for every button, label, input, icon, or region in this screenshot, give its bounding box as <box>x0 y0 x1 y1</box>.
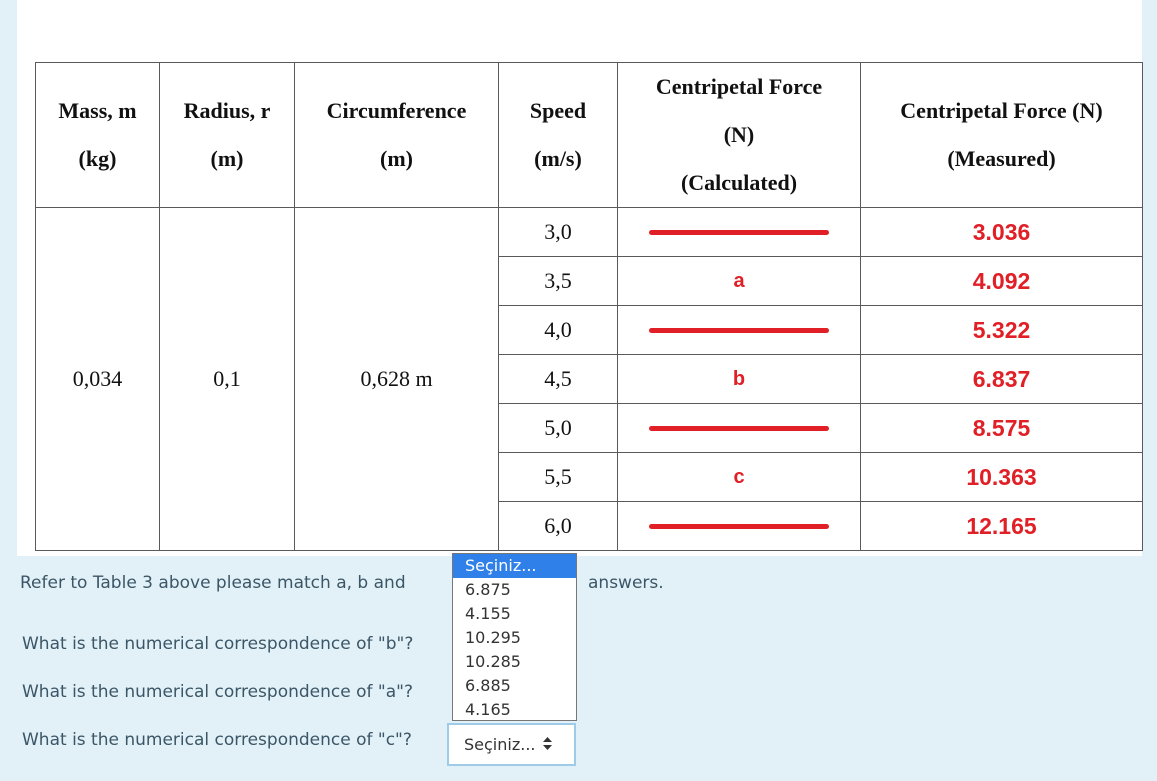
measured-cell: 6.837 <box>861 355 1143 404</box>
results-table <box>35 62 1143 551</box>
calc-cell <box>618 453 861 502</box>
circumference-cell: 0,628 m <box>295 208 499 551</box>
measured-cell: 4.092 <box>861 257 1143 306</box>
header-calc-line2: (N) <box>723 122 755 147</box>
calc-cell <box>618 502 861 551</box>
answer-dropdown-list[interactable] <box>452 553 577 721</box>
header-calculated <box>618 63 861 208</box>
redacted-line <box>649 328 829 333</box>
instructions-left: Refer to Table 3 above please match a, b and <box>20 573 406 593</box>
header-circumference <box>295 63 499 208</box>
dropdown-option[interactable]: 6.885 <box>465 676 511 695</box>
header-meas-line2: (Measured) <box>947 146 1056 171</box>
dropdown-option[interactable]: 4.165 <box>465 700 511 719</box>
label-c: c <box>733 465 745 488</box>
measured-cell: 10.363 <box>861 453 1143 502</box>
answer-c-select-value: Seçiniz... <box>464 735 536 754</box>
header-mass <box>36 63 160 208</box>
question-b-label: What is the numerical correspondence of "b"? <box>22 634 414 654</box>
radius-cell: 0,1 <box>160 208 295 551</box>
speed-cell: 4,0 <box>499 306 618 355</box>
header-measured <box>861 63 1143 208</box>
speed-cell: 5,0 <box>499 404 618 453</box>
header-speed <box>499 63 618 208</box>
header-speed-line1: Speed <box>529 98 587 123</box>
question-a-label: What is the numerical correspondence of "a"? <box>22 682 413 702</box>
dropdown-option[interactable]: 4.155 <box>465 604 511 623</box>
up-down-arrows-icon <box>543 737 552 753</box>
header-meas-line1: Centripetal Force (N) <box>900 98 1103 123</box>
speed-cell: 3,5 <box>499 257 618 306</box>
dropdown-option[interactable]: Seçiniz... <box>453 554 576 578</box>
calc-cell <box>618 208 861 257</box>
redacted-line <box>649 426 829 431</box>
header-radius-line1: Radius, r <box>183 98 271 123</box>
calc-cell <box>618 355 861 404</box>
header-radius-line2: (m) <box>210 146 244 171</box>
label-a: a <box>733 269 745 292</box>
header-calc-line3: (Calculated) <box>680 170 798 195</box>
label-b: b <box>732 367 746 390</box>
speed-cell: 5,5 <box>499 453 618 502</box>
header-radius <box>160 63 295 208</box>
redacted-line <box>649 524 829 529</box>
speed-cell: 4,5 <box>499 355 618 404</box>
question-c-label: What is the numerical correspondence of "c"? <box>22 730 412 750</box>
answer-c-select[interactable] <box>447 723 576 766</box>
header-calc-line1: Centripetal Force <box>655 74 823 99</box>
mass-cell: 0,034 <box>36 208 160 551</box>
measured-cell: 12.165 <box>861 502 1143 551</box>
header-circumference-line1: Circumference <box>326 98 467 123</box>
measured-cell: 3.036 <box>861 208 1143 257</box>
header-mass-line1: Mass, m <box>58 98 137 123</box>
dropdown-option[interactable]: 10.285 <box>465 652 521 671</box>
dropdown-option[interactable]: 6.875 <box>465 580 511 599</box>
measured-cell: 8.575 <box>861 404 1143 453</box>
calc-cell <box>618 404 861 453</box>
speed-cell: 3,0 <box>499 208 618 257</box>
dropdown-option[interactable]: 10.295 <box>465 628 521 647</box>
calc-cell <box>618 257 861 306</box>
header-circumference-line2: (m) <box>380 146 413 171</box>
header-mass-line2: (kg) <box>78 146 117 171</box>
header-speed-line2: (m/s) <box>534 146 582 171</box>
calc-cell <box>618 306 861 355</box>
speed-cell: 6,0 <box>499 502 618 551</box>
table-row <box>36 208 1143 257</box>
instructions-right: answers. <box>588 573 664 593</box>
redacted-line <box>649 230 829 235</box>
measured-cell: 5.322 <box>861 306 1143 355</box>
table-header-row <box>36 63 1143 208</box>
